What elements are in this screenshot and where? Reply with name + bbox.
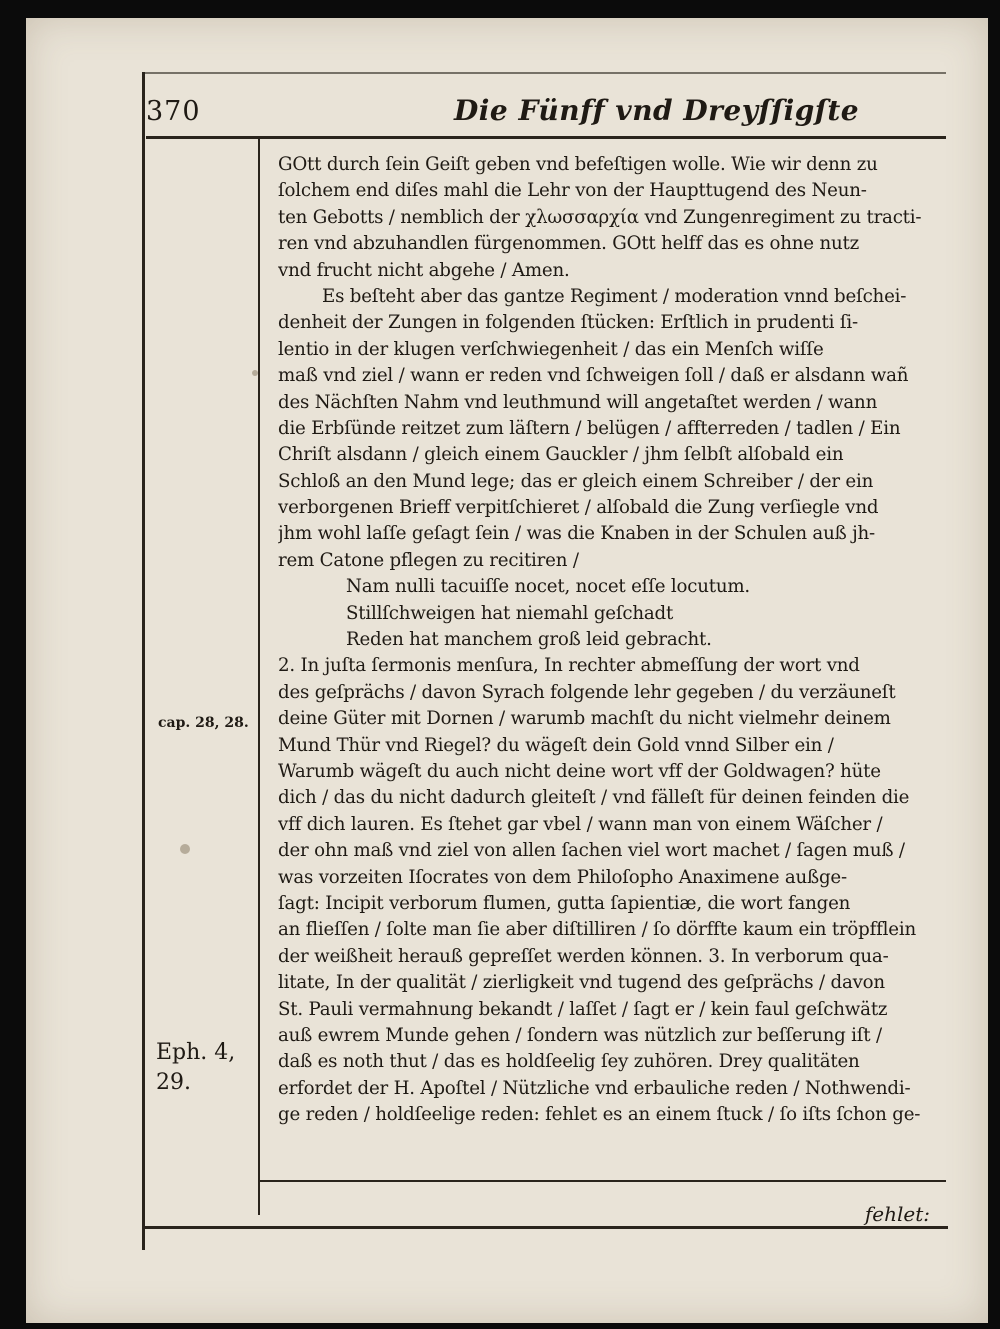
text-line: der weißheit herauß gepreſſet werden können. 3. In verborum qua- [278, 945, 889, 967]
text-line: ge reden / holdſeelige reden: fehlet es an einem ſtuck / ſo iſts ſchon ge- [278, 1104, 921, 1126]
frame-left-rule [142, 72, 145, 1250]
text-line: Mund Thür vnd Riegel? du wägeſt dein Gold vnnd Silber ein / [278, 734, 834, 756]
text-line: Chriſt alsdann / gleich einem Gauckler / jhm ſelbſt alſobald ein [278, 444, 844, 466]
text-line: daß es noth thut / das es holdſeelig ſey zuhören. Drey qualitäten [278, 1051, 860, 1073]
text-line: 2. In juſta ſermonis menſura, In rechter abmeſſung der wort vnd [278, 655, 860, 677]
text-line: an flieſſen / ſolte man ſie aber diſtilliren / ſo dörffte kaum ein tröpfflein [278, 919, 916, 941]
margin-note-cap: cap. 28, 28. [158, 715, 249, 731]
text-line: des Nächſten Nahm vnd leuthmund will angetaſtet werden / wann [278, 391, 878, 413]
frame-bottom-rule [142, 1226, 948, 1229]
text-line: ten Gebotts / nemblich der χλωσσαρχία vnd Zungenregiment zu tracti- [278, 206, 922, 228]
verse-line: Nam nulli tacuiſſe nocet, nocet eſſe locutum. [346, 576, 750, 598]
text-line: des geſprächs / davon Syrach folgende lehr gegeben / du verzäuneſt [278, 681, 896, 703]
text-line: vnd frucht nicht abgehe / Amen. [278, 259, 570, 281]
text-line: lentio in der klugen verſchwiegenheit / das ein Menſch wiſſe [278, 338, 824, 360]
text-line: ſagt: Incipit verborum flumen, gutta ſapientiæ, die wort fangen [278, 892, 851, 914]
text-line: verborgenen Brieff verpitſchieret / alſobald die Zung verſiegle vnd [278, 497, 879, 519]
text-line: Schloß an den Mund lege; das er gleich einem Schreiber / der ein [278, 470, 874, 492]
text-line: St. Pauli vermahnung bekandt / laſſet / ſagt er / kein faul geſchwätz [278, 998, 888, 1020]
page-number: 370 [146, 96, 201, 127]
text-line: Es beſteht aber das gantze Regiment / moderation vnnd beſchei- [322, 285, 907, 307]
frame-top-rule [142, 72, 946, 74]
text-line: maß vnd ziel / wann er reden vnd ſchweigen ſoll / daß er alsdann wañ [278, 365, 909, 387]
running-title: Die Fünff vnd Dreyſſigſte [454, 94, 860, 127]
text-line: GOtt durch ſein Geiſt geben vnd befeſtigen wolle. Wie wir denn zu [278, 154, 878, 175]
text-line: ſolchem end diſes mahl die Lehr von der Haupttugend des Neun- [278, 180, 867, 202]
header-rule [146, 136, 946, 139]
text-line: deine Güter mit Dornen / warumb machſt du nicht vielmehr deinem [278, 708, 891, 730]
book-page [26, 18, 988, 1323]
text-line: jhm wohl laſſe geſagt ſein / was die Knaben in der Schulen auß jh- [278, 523, 876, 545]
text-line: auß ewrem Munde gehen / ſondern was nützlich zur beſſerung iſt / [278, 1024, 882, 1046]
text-line: litate, In der qualität / zierligkeit vnd tugend des geſprächs / davon [278, 972, 885, 994]
text-line: vff dich lauren. Es ſtehet gar vbel / wann man von einem Wäſcher / [278, 813, 883, 835]
page-header [146, 92, 938, 132]
verse-line: Reden hat manchem groß leid gebracht. [346, 629, 712, 651]
text-line: dich / das du nicht dadurch gleiteſt / vnd fälleſt für deinen feinden die [278, 787, 910, 809]
margin-note-eph-line1: Eph. 4, [156, 1040, 236, 1065]
text-line: ren vnd abzuhandlen fürgenommen. GOtt helff das es ohne nutz [278, 233, 859, 255]
verse-line: Stillſchweigen hat niemahl geſchadt [346, 602, 674, 624]
text-line: die Erbſünde reitzet zum läſtern / belügen / affterreden / tadlen / Ein [278, 417, 901, 439]
main-text-block [278, 152, 962, 1128]
text-line: Warumb wägeſt du auch nicht deine wort vff der Goldwagen? hüte [278, 760, 881, 782]
text-line: denheit der Zungen in folgenden ſtücken: Erſtlich in prudenti ſi- [278, 312, 858, 334]
text-line: rem Catone pflegen zu recitiren / [278, 549, 579, 571]
text-line: was vorzeiten Iſocrates von dem Philoſopho Anaximene außge- [278, 866, 847, 888]
catchword: fehlet: [864, 1202, 930, 1226]
text-bottom-rule [258, 1180, 946, 1182]
paper-stain [180, 844, 190, 854]
column-divider-rule [258, 139, 260, 1215]
margin-note-eph-line2: 29. [156, 1070, 191, 1095]
text-line: der ohn maß vnd ziel von allen ſachen viel wort machet / ſagen muß / [278, 840, 905, 862]
paper-stain [252, 370, 258, 376]
text-line: erfordet der H. Apoſtel / Nützliche vnd erbauliche reden / Nothwendi- [278, 1077, 911, 1099]
margin-note-eph [156, 1038, 235, 1098]
